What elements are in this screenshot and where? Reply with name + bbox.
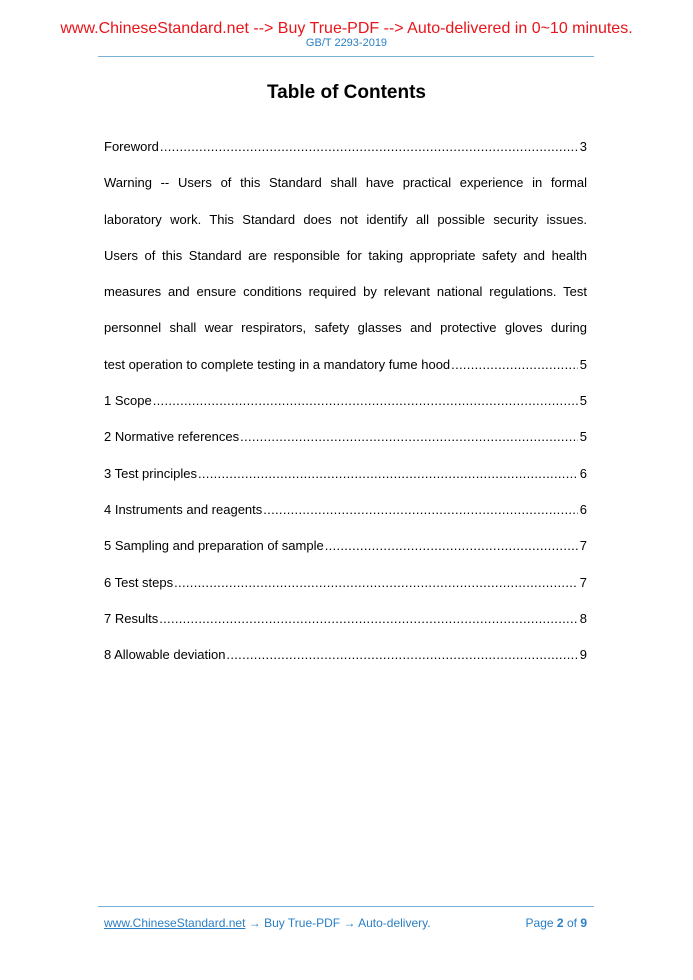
warning-line: Warning -- Users of this Standard shall have practical experience in formal xyxy=(104,175,587,191)
toc-leader-dots xyxy=(159,609,578,629)
toc-label: 4 Instruments and reagents xyxy=(104,501,263,517)
toc-entry-foreword[interactable] xyxy=(104,137,587,173)
toc-label: 6 Test steps xyxy=(104,574,174,590)
toc-entry-warning[interactable] xyxy=(104,173,587,391)
page-word: Page xyxy=(525,916,554,930)
toc-label: 8 Allowable deviation xyxy=(104,647,226,663)
toc-page-number: 9 xyxy=(579,647,587,663)
toc-page-number: 6 xyxy=(579,465,587,481)
page-title: Table of Contents xyxy=(266,82,427,103)
toc-entry-normative-references[interactable] xyxy=(104,427,587,463)
toc-leader-dots xyxy=(226,645,577,665)
toc-page-number: 6 xyxy=(579,501,587,517)
toc-leader-dots xyxy=(174,573,578,593)
toc-leader-dots xyxy=(160,137,578,157)
toc-page-number: 5 xyxy=(579,429,587,445)
toc-leader-dots xyxy=(153,391,578,411)
page-current: 2 xyxy=(556,916,564,930)
footer xyxy=(104,916,587,930)
toc-label: 2 Normative references xyxy=(104,429,240,445)
toc-entry-test-steps[interactable] xyxy=(104,573,587,609)
toc-page-number: 7 xyxy=(579,538,587,554)
toc-entry-test-principles[interactable] xyxy=(104,464,587,500)
toc-page-number: 5 xyxy=(579,356,587,372)
toc-label: 1 Scope xyxy=(104,393,152,409)
footer-tagline: → Buy True-PDF → Auto-delivery. xyxy=(245,916,431,930)
toc-page-number: 8 xyxy=(579,610,587,626)
toc-page-number: 5 xyxy=(579,393,587,409)
toc-leader-dots xyxy=(263,500,578,520)
toc-page-number: 7 xyxy=(579,574,587,590)
warning-line: Users of this Standard are responsible for taking appropriate safety and health xyxy=(104,247,587,263)
banner-link[interactable]: www.ChineseStandard.net --> Buy True-PDF --> Auto-delivered in 0~10 minutes. xyxy=(60,20,633,37)
header-divider xyxy=(98,56,594,57)
toc-label: 5 Sampling and preparation of sample xyxy=(104,538,324,554)
warning-line: laboratory work. This Standard does not identify all possible security issues. xyxy=(104,211,587,227)
warning-line: measures and ensure conditions required by relevant national regulations. Test xyxy=(104,284,587,300)
toc-leader-dots xyxy=(198,464,578,484)
toc-entry-allowable-deviation[interactable] xyxy=(104,645,587,681)
toc-entry-instruments-reagents[interactable] xyxy=(104,500,587,536)
page-indicator xyxy=(526,916,587,930)
table-of-contents xyxy=(104,137,587,681)
page-of: of xyxy=(566,916,577,930)
toc-entry-scope[interactable] xyxy=(104,391,587,427)
toc-label: 3 Test principles xyxy=(104,465,197,481)
toc-entry-results[interactable] xyxy=(104,609,587,645)
toc-entry-sampling[interactable] xyxy=(104,536,587,572)
toc-label: 7 Results xyxy=(104,610,159,626)
toc-page-number: 3 xyxy=(579,139,587,154)
toc-label: Foreword xyxy=(104,139,159,154)
footer-divider xyxy=(98,906,594,907)
toc-leader-dots xyxy=(451,355,578,375)
toc-label: test operation to complete testing in a mandatory fume hood xyxy=(104,356,451,372)
toc-leader-dots xyxy=(240,427,578,447)
footer-site-link[interactable]: www.ChineseStandard.net xyxy=(104,916,246,930)
standard-code: GB/T 2293-2019 xyxy=(305,37,388,49)
page-total: 9 xyxy=(580,916,587,930)
warning-last-line xyxy=(104,355,587,391)
warning-line: personnel shall wear respirators, safety glasses and protective gloves during xyxy=(104,320,587,336)
toc-leader-dots xyxy=(325,536,578,556)
